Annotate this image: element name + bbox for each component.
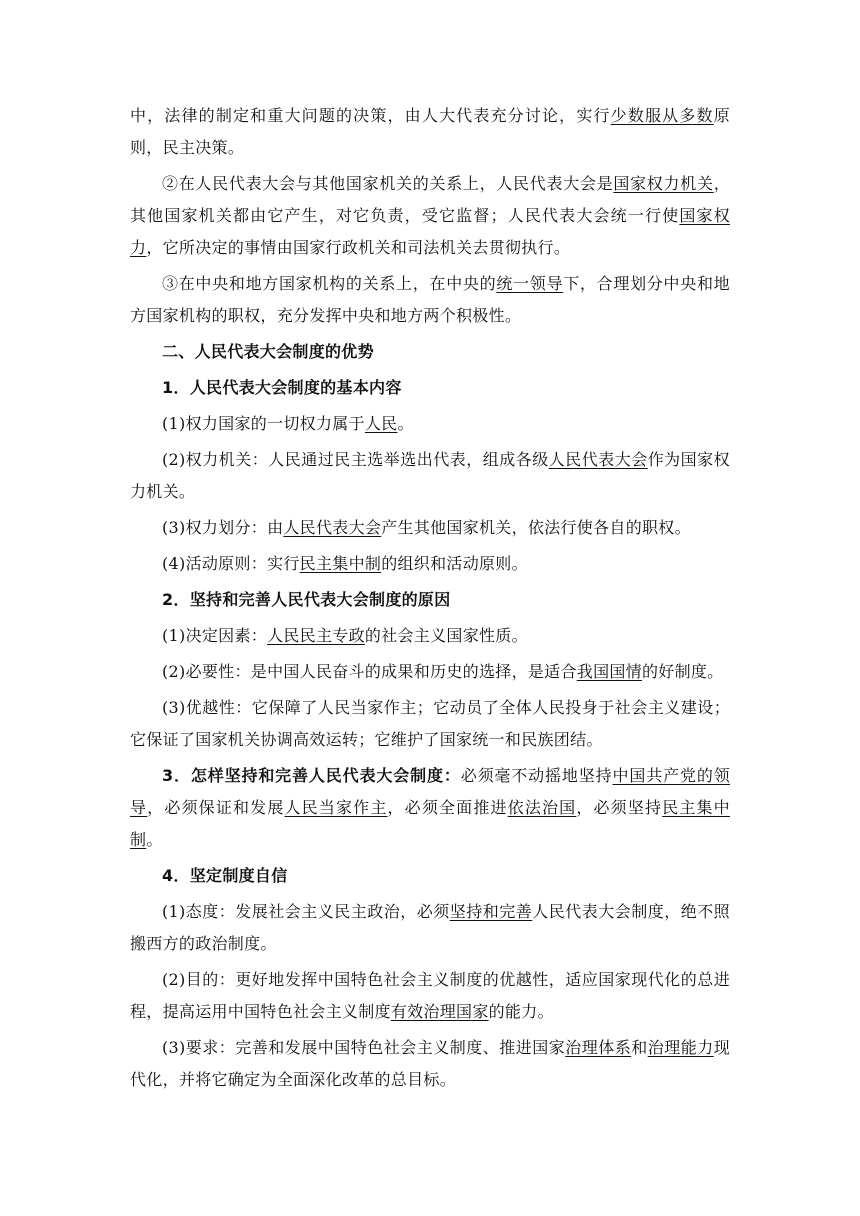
text-run: 作为国家权力机关。: [130, 450, 730, 501]
text-run: 的组织和活动原则。: [381, 554, 528, 573]
text-run: ，必须全面推进: [387, 798, 508, 817]
answer-blank: 民主集中制: [130, 798, 730, 849]
text-run: (3)权力划分：由: [162, 518, 284, 537]
text-run: 必须毫不动摇地坚持: [460, 766, 613, 785]
answer-blank: 我国国情: [576, 662, 642, 681]
document-body: [130, 100, 730, 1100]
answer-blank: 中国共产党的领导: [130, 766, 730, 817]
text-run: (1)权力国家的一切权力属于: [162, 414, 365, 433]
text-run: (2)权力机关：人民通过民主选举选出代表，组成各级: [162, 450, 549, 469]
answer-blank: 有效治理国家: [390, 1002, 489, 1021]
text-run: (2)必要性：是中国人民奋斗的成果和历史的选择，是适合: [162, 662, 577, 681]
text-run: 的能力。: [488, 1002, 554, 1021]
text-run: 3．怎样坚持和完善人民代表大会制度：: [162, 766, 461, 785]
paragraph: [130, 444, 730, 508]
text-run: 人民代表大会制度，绝不照搬西方的政治制度。: [130, 902, 730, 953]
paragraph: [130, 760, 730, 856]
section-heading: [130, 584, 730, 616]
paragraph: [130, 408, 730, 440]
paragraph: [130, 964, 730, 1028]
text-run: ②在人民代表大会与其他国家机关的关系上，人民代表大会是: [162, 174, 614, 193]
paragraph: [130, 656, 730, 688]
text-run: 。: [146, 830, 163, 849]
answer-blank: 坚持和完善: [449, 902, 533, 921]
text-run: 产生其他国家机关，依法行使各自的职权。: [381, 518, 691, 537]
text-run: (3)优越性：它保障了人民当家作主；它动员了全体人民投身于社会主义建设；它保证了国家机关协调高效运转；它维护了国家统一和民族团结。: [130, 698, 730, 749]
text-run: ，必须保证和发展: [147, 798, 285, 817]
answer-blank: 依法治国: [507, 798, 577, 817]
text-run: 和: [631, 1038, 648, 1057]
text-run: 4．坚定制度自信: [162, 866, 288, 885]
paragraph: [130, 1032, 730, 1096]
section-heading: [130, 860, 730, 892]
answer-blank: 国家权力: [130, 206, 730, 257]
text-run: ，必须坚持: [576, 798, 663, 817]
text-run: 下，合理划分中央和地方国家机构的职权，充分发挥中央和地方两个积极性。: [130, 274, 730, 325]
text-run: 中，法律的制定和重大问题的决策，由人大代表充分讨论，实行: [130, 106, 611, 125]
text-run: 2．坚持和完善人民代表大会制度的原因: [162, 590, 451, 609]
paragraph: [130, 512, 730, 544]
answer-blank: 统一领导: [496, 274, 564, 293]
text-run: 二、人民代表大会制度的优势: [162, 342, 374, 361]
answer-blank: 少数服从多数: [610, 106, 714, 125]
answer-blank: 人民当家作主: [284, 798, 388, 817]
text-run: ③在中央和地方国家机构的关系上，在中央的: [162, 274, 497, 293]
text-run: (1)决定因素：: [162, 626, 268, 645]
paragraph: [130, 548, 730, 580]
text-run: 现代化，并将它确定为全面深化改革的总目标。: [130, 1038, 731, 1089]
answer-blank: 治理体系: [565, 1038, 632, 1057]
section-heading: [130, 336, 730, 368]
text-run: 的社会主义国家性质。: [364, 626, 528, 645]
answer-blank: 民主集中制: [299, 554, 382, 573]
paragraph: [130, 692, 730, 756]
section-heading: [130, 372, 730, 404]
paragraph: [130, 100, 730, 164]
answer-blank: 人民: [364, 414, 398, 433]
paragraph: [130, 268, 730, 332]
answer-blank: 治理能力: [647, 1038, 714, 1057]
text-run: (4)活动原则：实行: [162, 554, 300, 573]
answer-blank: 人民民主专政: [267, 626, 365, 645]
answer-blank: 人民代表大会: [283, 518, 382, 537]
text-run: 。: [397, 414, 414, 433]
text-run: (1)态度：发展社会主义民主政治，必须: [162, 902, 450, 921]
text-run: (2)目的：更好地发挥中国特色社会主义制度的优越性，适应国家现代化的总进程，提高运用中国特色社会主义制度: [130, 970, 730, 1021]
paragraph: [130, 168, 730, 264]
answer-blank: 人民代表大会: [548, 450, 648, 469]
text-run: 1．人民代表大会制度的基本内容: [162, 378, 402, 397]
text-run: 原则，民主决策。: [130, 106, 730, 157]
answer-blank: 国家权力机关: [613, 174, 714, 193]
text-run: 的好制度。: [641, 662, 724, 681]
text-run: ，其他国家机关都由它产生，对它负责，受它监督；人民代表大会统一行使: [130, 174, 730, 225]
paragraph: [130, 896, 730, 960]
paragraph: [130, 620, 730, 652]
text-run: ，它所决定的事情由国家行政机关和司法机关去贯彻执行。: [146, 238, 571, 257]
text-run: (3)要求：完善和发展中国特色社会主义制度、推进国家: [162, 1038, 566, 1057]
